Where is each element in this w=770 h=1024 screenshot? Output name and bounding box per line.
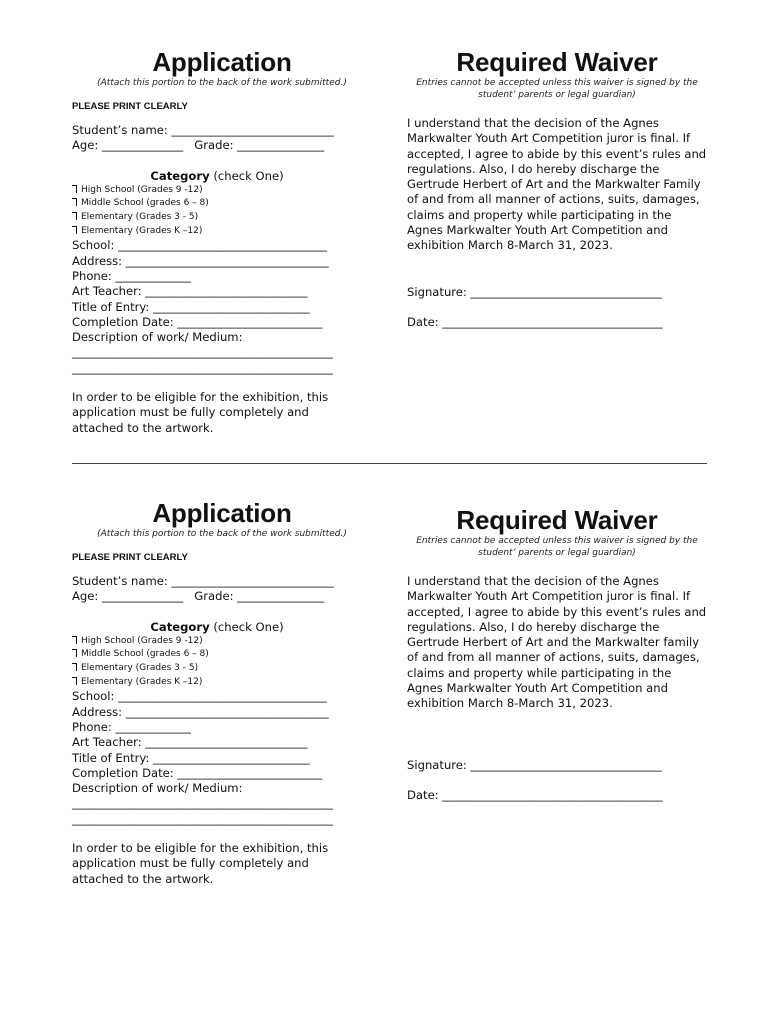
art-teacher-field[interactable]: Art Teacher: ____________________________ (72, 284, 308, 299)
art-teacher-field[interactable]: Art Teacher: ____________________________ (72, 735, 308, 750)
checkbox-icon[interactable] (72, 212, 77, 220)
print-clearly-label: PLEASE PRINT CLEARLY (72, 101, 188, 112)
address-field[interactable]: Address: ___________________________________ (72, 253, 329, 268)
category-option-middle-school[interactable]: Middle School (grades 6 – 8) (72, 197, 372, 211)
signature-field[interactable]: Signature: _________________________________ (407, 284, 662, 299)
waiver-title: Required Waiver (456, 505, 658, 535)
category-option-elementary-k[interactable]: Elementary (Grades K –12) (72, 676, 372, 690)
completion-date-field[interactable]: Completion Date: _________________________ (72, 765, 323, 780)
category-option-elementary-k[interactable]: Elementary (Grades K –12) (72, 225, 372, 239)
waiver-text: I understand that the decision of the Agnes Markwalter Youth Art Competition juror is final. If accepted, I agree to abide by this event’s rules and regulations. Also, I do hereby discharge the Gertrude Herbert of Art and the Markwalter Family of and from all manner of actions, suits, damages, claims and property while participating in the Agnes Markwalter Youth Art Competition and exhibition March 8-March 31, 2023. (407, 116, 707, 253)
school-field[interactable]: School: ____________________________________ (72, 689, 327, 704)
description-line-1[interactable]: _____________________________________________ (72, 796, 333, 811)
category-label: Category (150, 619, 210, 634)
description-line-2[interactable]: _____________________________________________ (72, 811, 333, 826)
signature-field[interactable]: Signature: _________________________________ (407, 757, 662, 772)
checkbox-icon[interactable] (72, 636, 77, 644)
application-subtitle: (Attach this portion to the back of the work submitted.) (97, 78, 347, 88)
print-clearly-label: PLEASE PRINT CLEARLY (72, 552, 188, 563)
waiver-text: I understand that the decision of the Agnes Markwalter Youth Art Competition juror is final. If accepted, I agree to abide by this event’s rules and regulations. Also, I do hereby discharge the Gertrude Herbert of Art and the Markwalter family of and from all manner of actions, suits, damages, claims and property while participating in the Agnes Markwalter Youth Art Competition and exhibition March 8-March 31, 2023. (407, 574, 707, 711)
category-option-high-school[interactable]: High School (Grades 9 -12) (72, 184, 372, 198)
application-title: Application (152, 498, 292, 528)
category-option-elementary-3-5[interactable]: Elementary (Grades 3 - 5) (72, 662, 372, 676)
description-line-2[interactable]: _____________________________________________ (72, 360, 333, 375)
phone-field[interactable]: Phone: _____________ (72, 269, 191, 283)
student-name-field[interactable]: Student’s name: ____________________________ (72, 123, 334, 137)
date-field[interactable]: Date: ______________________________________ (407, 787, 663, 802)
eligibility-note: In order to be eligible for the exhibition, this application must be fully completely and attached to the artwork. (72, 841, 329, 886)
waiver-title: Required Waiver (456, 47, 658, 77)
eligibility-note: In order to be eligible for the exhibition, this application must be fully completely and attached to the artwork. (72, 390, 329, 435)
phone-field[interactable]: Phone: _____________ (72, 720, 191, 734)
checkbox-icon[interactable] (72, 677, 77, 685)
waiver-subtitle: Entries cannot be accepted unless this waiver is signed by the student’ parents or legal guardian) (416, 536, 698, 558)
waiver-column (407, 505, 707, 803)
age-grade-field[interactable]: Age: ______________ Grade: _______________ (72, 138, 325, 153)
category-heading (72, 620, 362, 635)
completion-date-field[interactable]: Completion Date: _________________________ (72, 314, 323, 329)
date-field[interactable]: Date: ______________________________________ (407, 314, 663, 329)
address-field[interactable]: Address: ___________________________________ (72, 704, 329, 719)
category-option-high-school[interactable]: High School (Grades 9 -12) (72, 635, 372, 649)
category-option-elementary-3-5[interactable]: Elementary (Grades 3 - 5) (72, 211, 372, 225)
title-of-entry-field[interactable]: Title of Entry: ___________________________ (72, 750, 310, 765)
category-hint: (check One) (209, 619, 284, 634)
category-label: Category (150, 168, 210, 183)
description-line-1[interactable]: _____________________________________________ (72, 345, 333, 360)
application-column (72, 498, 372, 887)
application-column (72, 47, 372, 436)
application-title: Application (152, 47, 292, 77)
application-subtitle: (Attach this portion to the back of the work submitted.) (97, 529, 347, 539)
checkbox-icon[interactable] (72, 198, 77, 206)
waiver-subtitle: Entries cannot be accepted unless this waiver is signed by the student’ parents or legal guardian) (416, 78, 698, 100)
top-form-copy (0, 0, 770, 463)
checkbox-icon[interactable] (72, 185, 77, 193)
waiver-column (407, 47, 707, 330)
checkbox-icon[interactable] (72, 226, 77, 234)
bottom-form-copy (0, 463, 770, 1024)
category-hint: (check One) (209, 168, 284, 183)
age-grade-field[interactable]: Age: ______________ Grade: _______________ (72, 589, 325, 604)
checkbox-icon[interactable] (72, 663, 77, 671)
title-of-entry-field[interactable]: Title of Entry: ___________________________ (72, 299, 310, 314)
description-label: Description of work/ Medium: (72, 781, 243, 796)
checkbox-icon[interactable] (72, 649, 77, 657)
description-label: Description of work/ Medium: (72, 330, 243, 345)
category-option-middle-school[interactable]: Middle School (grades 6 – 8) (72, 648, 372, 662)
category-heading (72, 169, 362, 184)
school-field[interactable]: School: ____________________________________ (72, 238, 327, 253)
student-name-field[interactable]: Student’s name: ____________________________ (72, 574, 334, 588)
